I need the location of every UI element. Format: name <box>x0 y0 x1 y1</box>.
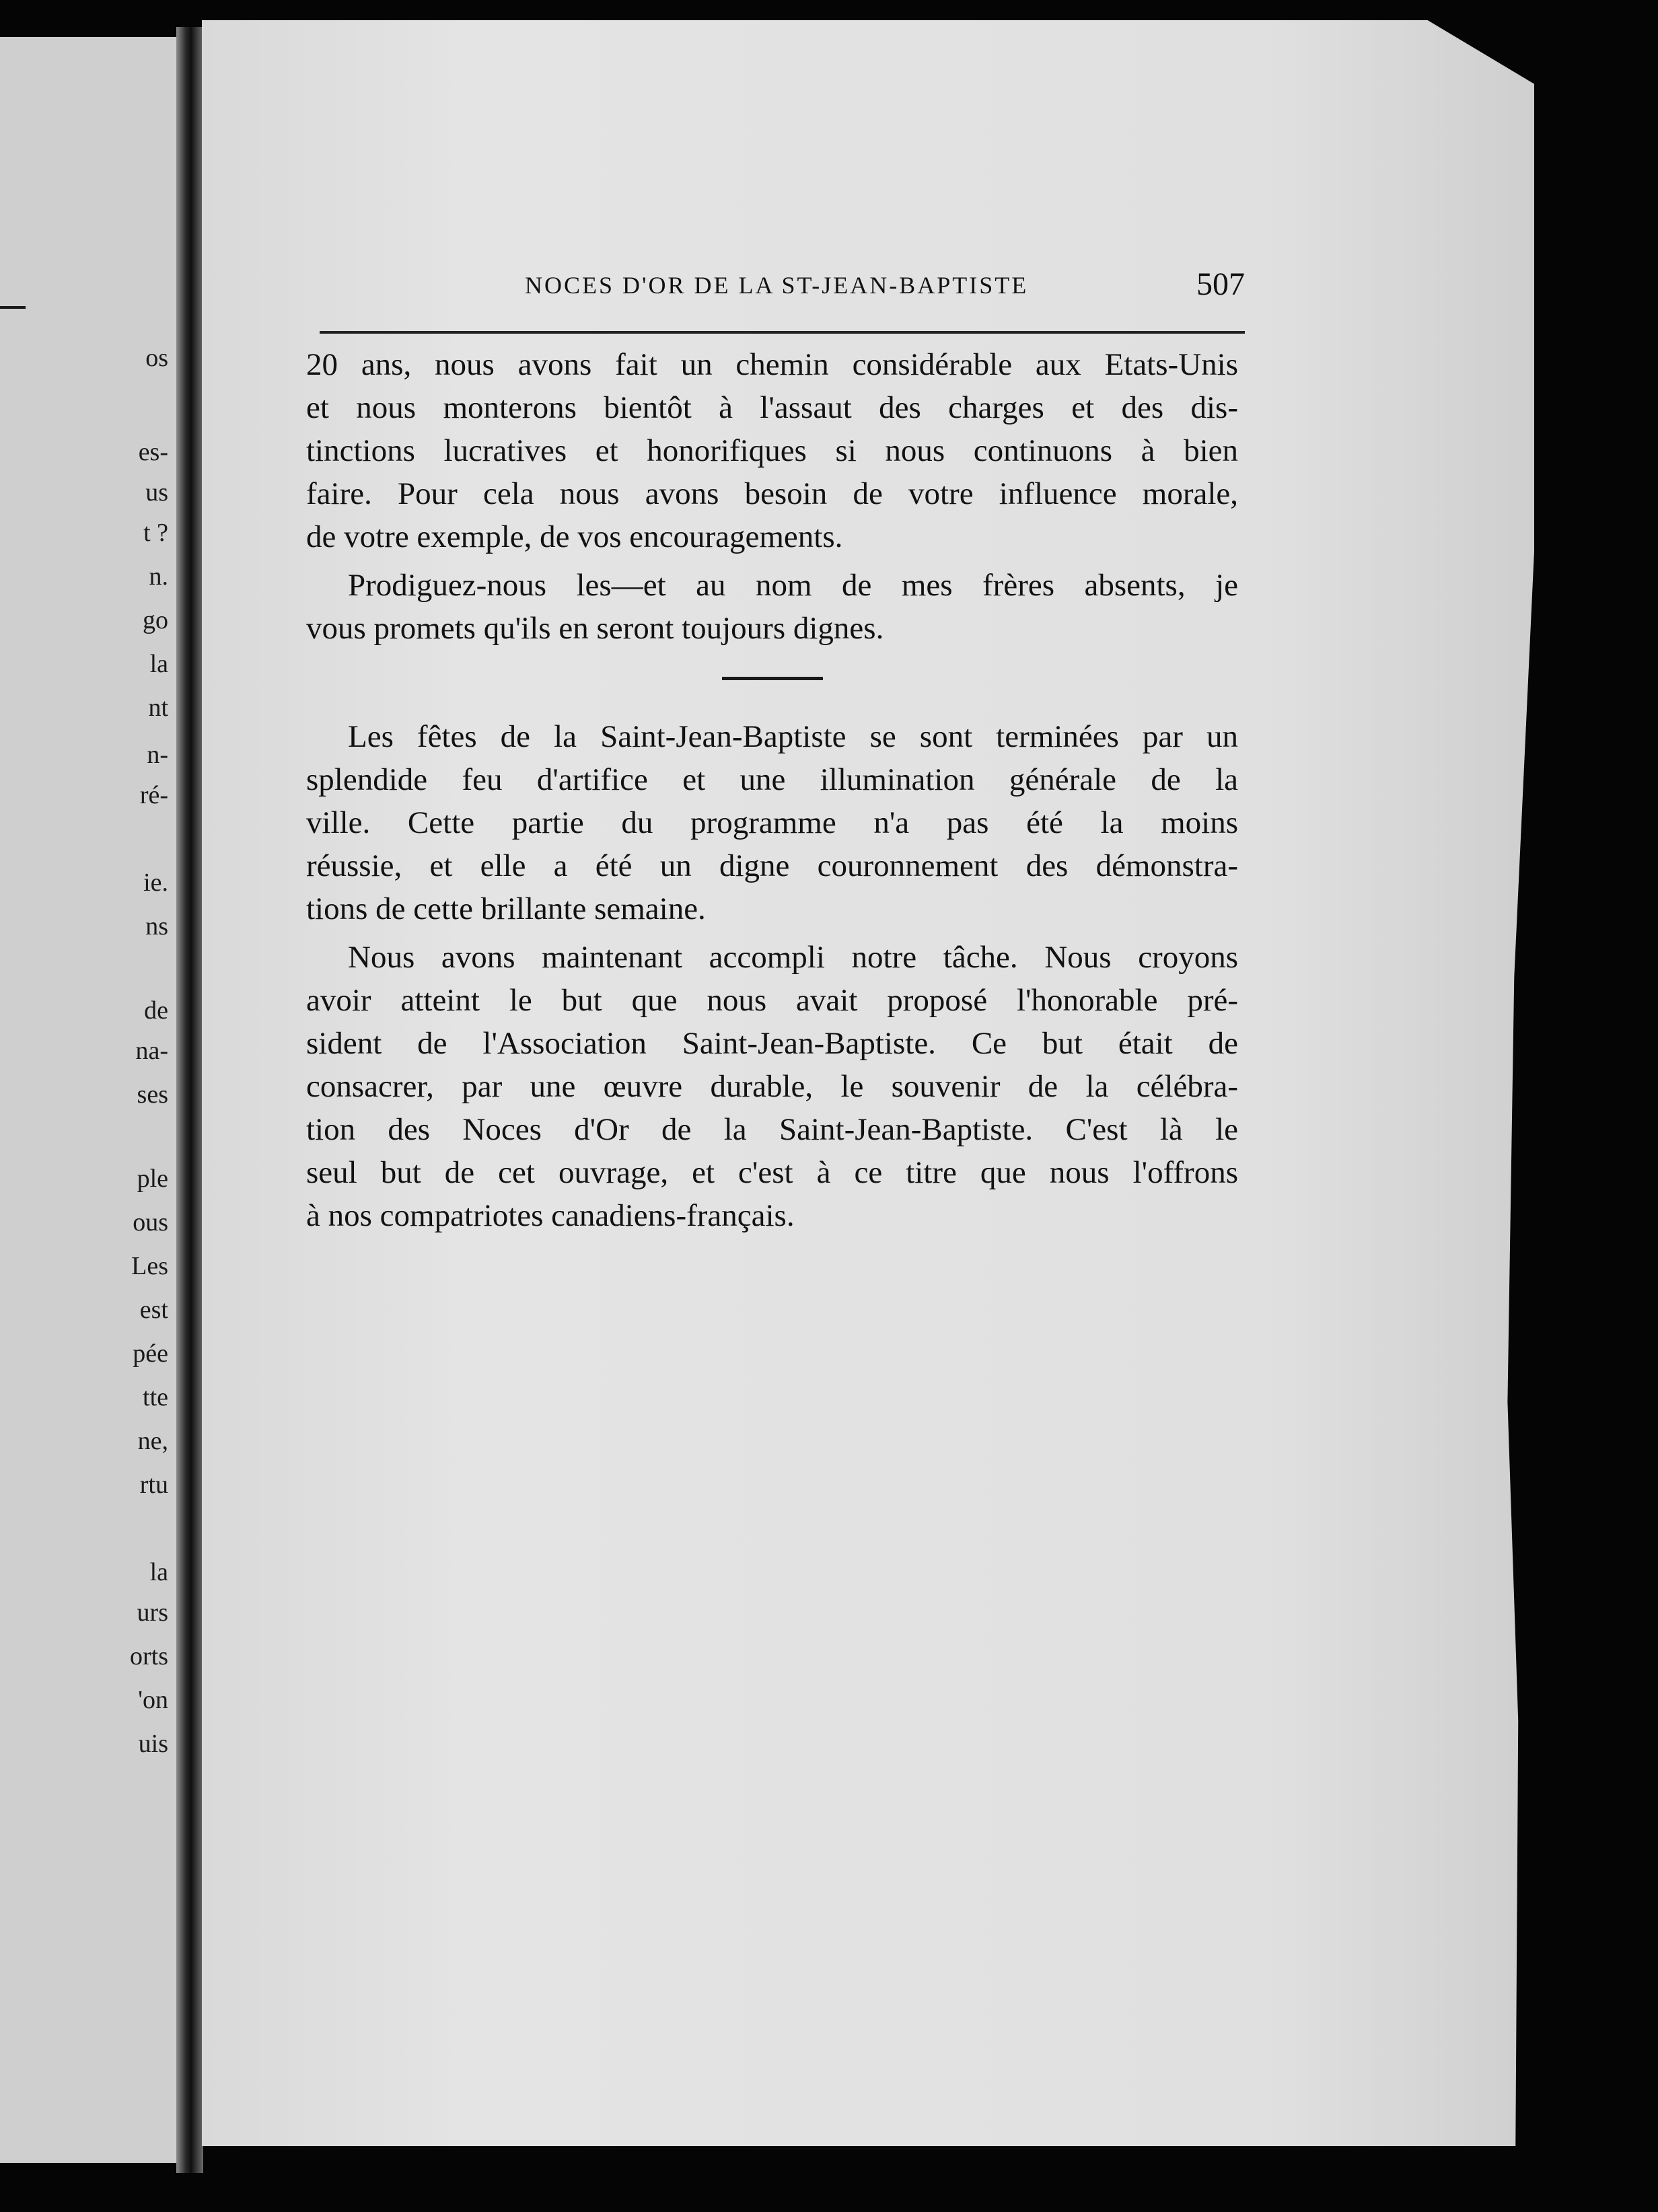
text-line: Prodiguez-nous les—et au nom de mes frères absents, je <box>348 568 1238 603</box>
section-divider <box>722 677 823 680</box>
left-page-line-fragment: ses <box>137 1080 168 1109</box>
left-page-line-fragment: os <box>145 344 168 372</box>
left-page-line-fragment: na- <box>135 1037 168 1065</box>
header-rule <box>320 331 1245 334</box>
left-page-line-fragment: ns <box>145 912 168 941</box>
left-page-line-fragment: ie. <box>143 869 168 897</box>
paragraph <box>306 564 1238 650</box>
left-page-line-fragment: la <box>149 1558 168 1586</box>
text-line: Nous avons maintenant accompli notre tâche. Nous croyons <box>348 940 1238 975</box>
left-page-line-fragment: go <box>143 606 168 634</box>
left-page-line-fragment: ous <box>133 1208 168 1237</box>
left-page-line-fragment: n- <box>147 741 168 769</box>
page-header <box>320 266 1245 313</box>
left-page-line-fragment: ré- <box>139 781 168 809</box>
left-page-line-fragment: orts <box>130 1642 168 1670</box>
text-line: réussie, et elle a été un digne couronnement des démonstra- <box>306 848 1238 883</box>
text-line: à nos compatriotes canadiens-français. <box>306 1198 795 1233</box>
left-page-line-fragment: urs <box>137 1598 168 1627</box>
paragraph <box>306 343 1238 558</box>
left-page-line-fragment: tte <box>143 1383 168 1411</box>
page-number: 507 <box>1196 266 1245 302</box>
left-page-rule <box>0 306 26 309</box>
left-page-line-fragment: 'on <box>138 1686 168 1714</box>
left-page-line-fragment: pée <box>133 1339 168 1368</box>
text-line: seul but de cet ouvrage, et c'est à ce titre que nous l'offrons <box>306 1155 1238 1190</box>
text-line: ville. Cette partie du programme n'a pas été la moins <box>306 805 1238 840</box>
text-line: vous promets qu'ils en seront toujours dignes. <box>306 611 884 646</box>
text-line: sident de l'Association Saint-Jean-Baptiste. Ce but était de <box>306 1026 1238 1061</box>
left-page-line-fragment: ne, <box>137 1427 168 1455</box>
left-page-line-fragment: nt <box>148 694 168 722</box>
book-gutter <box>176 27 203 2173</box>
text-line: 20 ans, nous avons fait un chemin considérable aux Etats-Unis <box>306 347 1238 382</box>
left-page-line-fragment: us <box>145 478 168 507</box>
left-page-line-fragment: ple <box>137 1165 168 1193</box>
body-text <box>306 343 1238 1237</box>
left-page-line-fragment: la <box>149 650 168 678</box>
left-page-line-fragment: n. <box>149 562 168 591</box>
left-facing-page <box>0 37 180 2163</box>
paragraph <box>306 936 1238 1237</box>
text-line: tinctions lucratives et honorifiques si nous continuons à bien <box>306 433 1238 468</box>
text-line: avoir atteint le but que nous avait proposé l'honorable pré- <box>306 983 1238 1018</box>
left-page-line-fragment: de <box>144 996 168 1025</box>
text-line: Les fêtes de la Saint-Jean-Baptiste se sont terminées par un <box>348 719 1238 754</box>
text-line: tions de cette brillante semaine. <box>306 891 706 926</box>
running-title: NOCES D'OR DE LA ST-JEAN-BAPTISTE <box>525 272 1029 299</box>
text-line: de votre exemple, de vos encouragements. <box>306 519 843 554</box>
text-line: consacrer, par une œuvre durable, le souvenir de la célébra- <box>306 1069 1238 1104</box>
left-page-line-fragment: Les <box>131 1252 168 1280</box>
text-line: et nous monterons bientôt à l'assaut des charges et des dis- <box>306 390 1238 425</box>
left-page-line-fragment: rtu <box>139 1471 168 1499</box>
left-page-line-fragment: est <box>139 1296 168 1324</box>
left-page-line-fragment: uis <box>138 1730 168 1758</box>
left-page-line-fragment: t ? <box>143 519 168 547</box>
paragraph <box>306 715 1238 930</box>
text-line: faire. Pour cela nous avons besoin de votre influence morale, <box>306 476 1238 511</box>
text-line: tion des Noces d'Or de la Saint-Jean-Baptiste. C'est là le <box>306 1112 1238 1147</box>
paragraphs-before-rule <box>306 343 1238 650</box>
text-line: splendide feu d'artifice et une illumination générale de la <box>306 762 1238 797</box>
paragraphs-after-rule <box>306 715 1238 1237</box>
left-page-line-fragment: es- <box>138 438 168 466</box>
